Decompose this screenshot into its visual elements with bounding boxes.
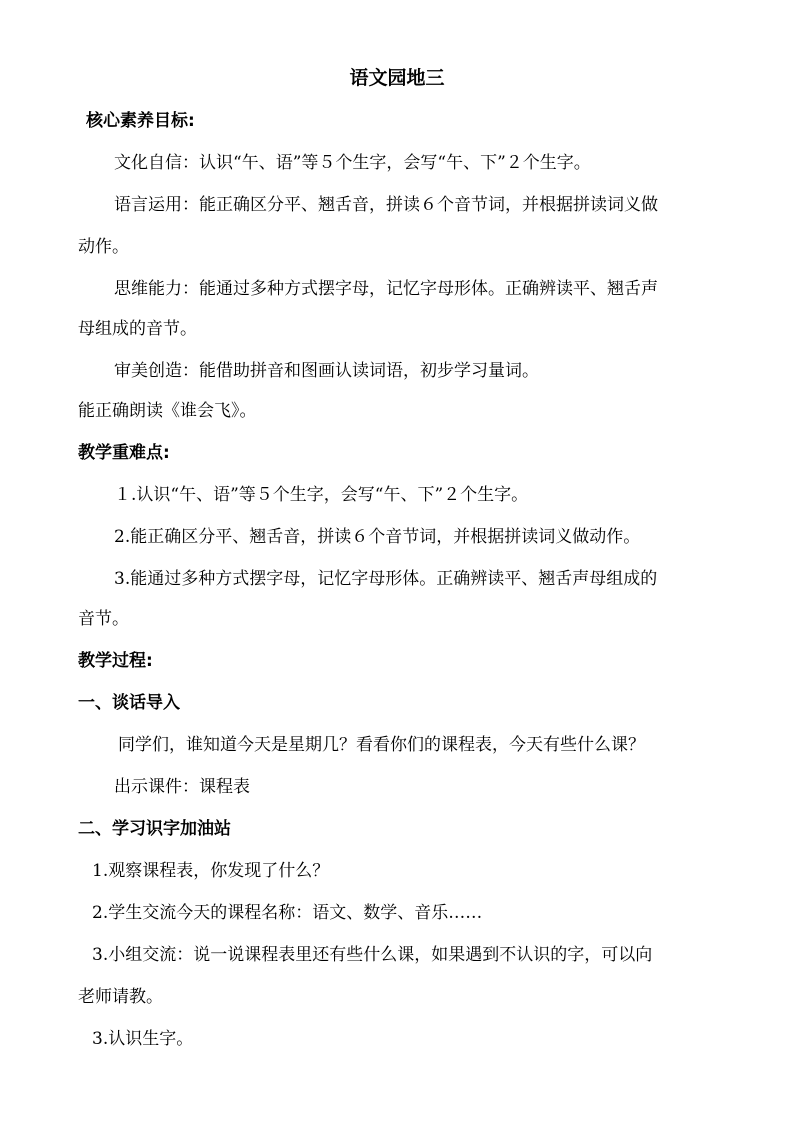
objective-line-language: 语言运用：能正确区分平、翘舌音，拼读６个音节词，并根据拼读词义做: [114, 195, 658, 215]
key-point-3: 3.能通过多种方式摆字母，记忆字母形体。正确辨读平、翘舌声母组成的: [114, 569, 658, 589]
key-points-heading: 教学重难点:: [78, 443, 170, 463]
objective-line-aesthetic: 审美创造：能借助拼音和图画认读词语，初步学习量词。: [114, 361, 539, 381]
key-point-3-cont: 音节。: [78, 609, 129, 629]
process-heading: 教学过程:: [78, 651, 153, 671]
section-2-line-3: 3.小组交流：说一说课程表里还有些什么课，如果遇到不认识的字，可以向: [92, 945, 653, 965]
objective-line-thinking-cont: 母组成的音节。: [78, 319, 197, 339]
section-1-line-2: 出示课件：课程表: [114, 777, 250, 797]
document-title: 语文园地三: [349, 67, 445, 89]
section-2-line-4: 3.认识生字。: [92, 1029, 194, 1049]
section-2-heading: 二、学习识字加油站: [78, 819, 231, 839]
section-2-line-3-cont: 老师请教。: [78, 987, 163, 1007]
section-1-line-1: 同学们，谁知道今天是星期几？看看你们的课程表，今天有些什么课？: [118, 735, 645, 755]
key-point-2: 2.能正确区分平、翘舌音，拼读６个音节词，并根据拼读词义做动作。: [114, 527, 641, 547]
objective-line-language-cont: 动作。: [78, 237, 129, 257]
key-point-1: １.认识“午、语”等５个生字，会写“午、下”２个生字。: [114, 485, 529, 505]
objective-line-culture: 文化自信：认识“午、语”等５个生字，会写“午、下”２个生字。: [114, 153, 591, 173]
objectives-heading: 核心素养目标:: [86, 111, 195, 131]
section-2-line-1: 1.观察课程表，你发现了什么？: [92, 861, 330, 881]
section-2-line-2: 2.学生交流今天的课程名称：语文、数学、音乐……: [92, 903, 483, 923]
section-1-heading: 一、谈话导入: [78, 693, 180, 713]
objective-line-thinking: 思维能力：能通过多种方式摆字母，记忆字母形体。正确辨读平、翘舌声: [114, 279, 658, 299]
objective-line-reading: 能正确朗读《谁会飞》。: [78, 401, 257, 421]
